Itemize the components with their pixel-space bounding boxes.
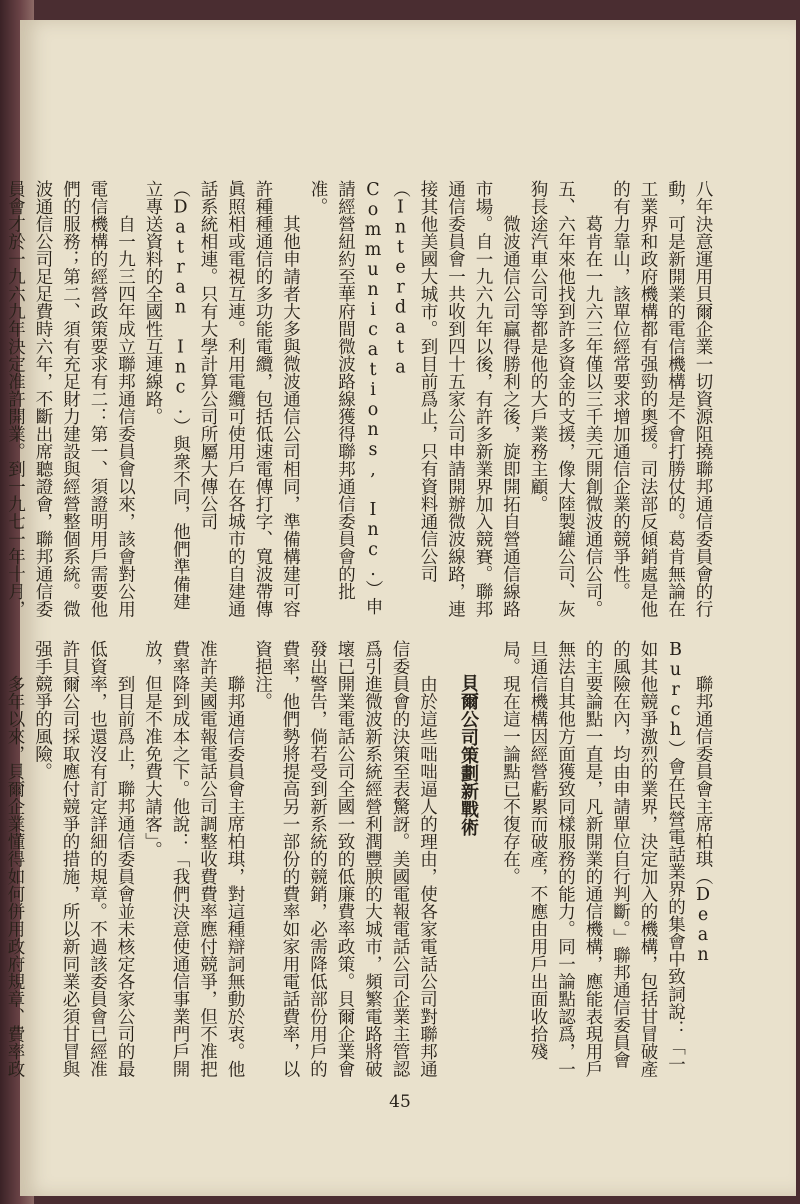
paragraph: 葛肯在一九六三年僅以三千美元開創微波通信公司。五、六年來他找到許多資金的支援，像大陸製罐公司、灰狗長途汽車公司等都是他的大戶業務主顧。: [528, 180, 603, 618]
paragraph: 多年以來，貝爾企業懂得如何併用政府規章、費率政: [5, 675, 25, 1078]
paragraph: 聯邦通信委員會主席柏琪（Dean Burch）會在民營電話業界的集會中致詞說：「一如其他競爭激烈的業界，決定加入的機構，包括甘冒破產的風險在內，均由申請單位自行判斷。」聯邦通信委員會的主要論點一直是，凡新開業的通信機構，應能表現用戶無法自其他方面獲致同樣服務的能力。同一論點認爲，一旦通信機構因經營虧累而破產，不應由用戶出面收拾殘局。現在這一論點已不復存在。: [500, 640, 713, 1078]
paragraph: 自一九三四年成立聯邦通信委員會以來，該會對公用電信機構的經營政策要求有二：第一、須證明用戶需要他們的服務；第二、須有充足財力建設與經營整個系統。微波通信公司足足費時六年，不斷出席聽證會，聯邦通信委員會才於一九六九年決定准許開業。到一九七一年十月，: [5, 180, 136, 618]
paragraph: 由於這些咄咄逼人的理由，使各家電話公司對聯邦通信委員會的決策至表驚訝。美國電報電話公司企業主管認爲引進微波新系統經營利潤豐腴的大城市，頻繁電路將破壞已開業電話公司全國一致的低廉費率政策。貝爾企業會發出警告，倘若受到新系統的競銷，必需降低部份用戶的費率，他們勢將提高另一部份的費率如家用電話費率，以資挹注。: [252, 640, 438, 1078]
top-text-block: [5, 180, 716, 620]
paragraph: 八年決意運用貝爾企業一切資源阻撓聯邦通信委員會的行動，可是新開業的電信機構是不會打勝仗的。葛肯無論在工業界和政府機構都有强勁的奧援。司法部反傾銷處是他的有力靠山，該單位經常要求增加通信企業的競爭性。: [610, 180, 713, 618]
section-heading: 貝爾公司策劃新戰術: [458, 674, 479, 836]
paragraph: 到目前爲止，聯邦通信委員會並未核定各家公司的最低資率，也還沒有訂定詳細的規章。不過該委員會已經准許貝爾公司採取應付競爭的措施，所以新同業必須甘冒與强手競爭的風險。: [32, 640, 135, 1078]
paragraph: 聯邦通信委員會主席柏琪，對這種辯詞無動於衷。他准許美國電報電話公司調整收費費率應付競爭，但不准把費率降到成本之下。他說：「我們決意使通信事業門戶開放，但是不准免費大請客」。: [142, 640, 245, 1078]
page-number: 45: [389, 1092, 411, 1112]
paragraph: 其他申請者大多與微波通信公司相同，準備構建可容許種種通信的多功能電纜，包括低速電傳打字、寬波帶傳眞照相或電視互連。利用電纜可使用戶在各城市的自建通話系統相連。只有大學計算公司所屬大傳公司（Datran Inc.）與衆不同，他們準備建立專送資料的全國性互連線路。: [143, 180, 301, 618]
bottom-text-block: [5, 640, 716, 1080]
paragraph: 微波通信公司贏得勝利之後，旋即開拓自營通信線路市場。自一九六九年以後，有許多新業界加入競賽。聯邦通信委員會一共收到四十五家公司申請開辦微波線路，連接其他美國大城市。到目前爲止，只有資料通信公司（Interdata Communications, Inc.）申請經營紐約至華府間微波路線獲得聯邦通信委員會的批准。: [308, 180, 521, 618]
